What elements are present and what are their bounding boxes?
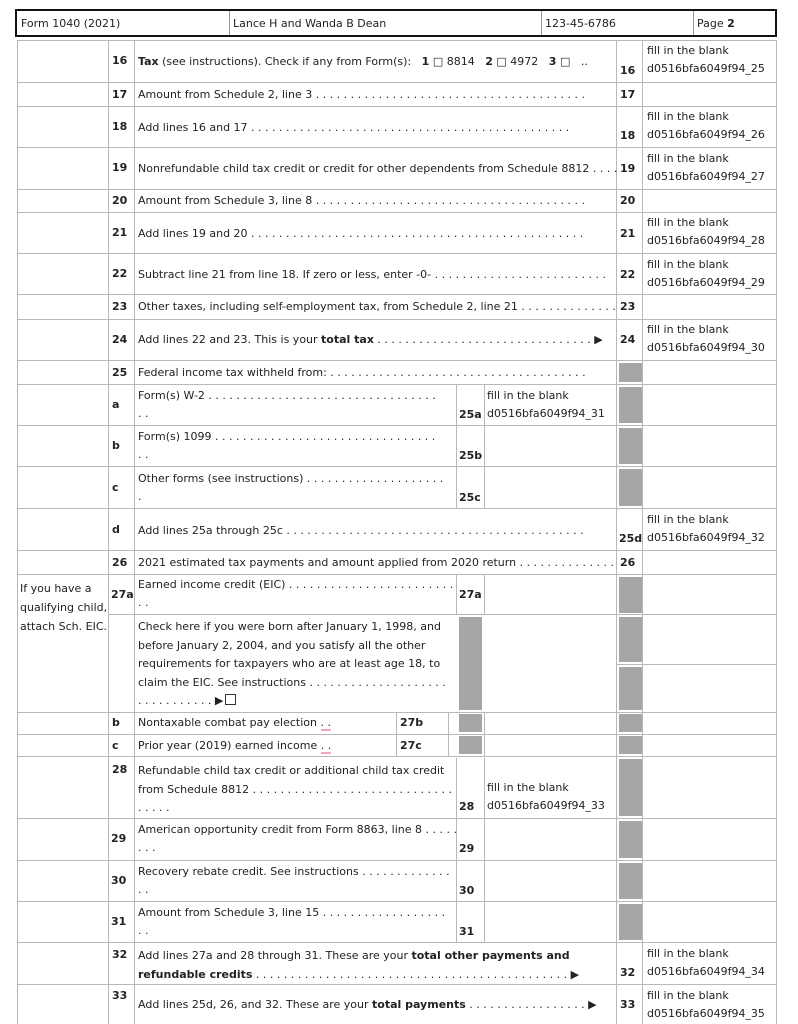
box-label: 27a — [459, 588, 482, 601]
line-text: Earned income credit (EIC) . . . . . . . . . . . . . . . . . . . . . . . . — [138, 578, 454, 591]
line-num: 26 — [112, 556, 128, 569]
line-text: Subtract line 21 from line 18. If zero or less, enter -0- . . . . . . . . . . . . . . . . . . . . . . . . . — [138, 268, 606, 281]
box-label: 25d — [619, 532, 643, 545]
line-num: 21 — [112, 226, 128, 239]
line-text: Add lines 27a and 28 through 31. These are your total other payments and refundable credits . . . . . . . . . . . . . . . . . . . . . . . . . . . . . . . . . . . . . . . . . . . . . ▶ — [138, 949, 580, 981]
box-label: 20 — [620, 194, 636, 207]
line-text: Add lines 25a through 25c . . . . . . . . . . . . . . . . . . . . . . . . . . . . . . . . . . . . . . . . . . . — [138, 524, 584, 537]
line-text: Nonrefundable child tax credit or credit for other dependents from Schedule 8812 . . . . — [138, 162, 618, 175]
form-8814-checkbox[interactable]: □ — [432, 55, 444, 68]
amount-field[interactable]: fill in the blank d0516bfa6049f94_29 — [647, 258, 765, 289]
amount-field[interactable]: fill in the blank d0516bfa6049f94_34 — [647, 947, 765, 978]
line-num: 25 — [112, 366, 128, 379]
line-text-cont: . . — [138, 407, 149, 420]
box-label: 24 — [620, 333, 636, 346]
amount-field[interactable]: fill in the blank d0516bfa6049f94_27 — [647, 152, 765, 183]
line-num: 19 — [112, 161, 128, 174]
box-label: 16 — [620, 64, 636, 77]
line-text: 2021 estimated tax payments and amount applied from 2020 return . . . . . . . . . . . . . . — [138, 556, 614, 569]
box-label: 23 — [620, 300, 636, 313]
box-label: 21 — [620, 227, 636, 240]
line-text-cont: . . — [138, 883, 149, 896]
line-num: 17 — [112, 88, 128, 101]
eic-age-checkbox[interactable] — [225, 694, 236, 705]
form-other-checkbox[interactable]: □ — [559, 55, 571, 68]
line-text-cont: . — [138, 490, 142, 503]
line-num: c — [112, 739, 119, 752]
line-text: Other forms (see instructions) . . . . . . . . . . . . . . . . . . . . — [138, 472, 444, 485]
box-label: 32 — [620, 966, 636, 979]
line-num: 32 — [112, 948, 128, 961]
taxpayer-names: Lance H and Wanda B Dean — [233, 17, 387, 30]
amount-field[interactable] — [487, 821, 613, 857]
line-num: 22 — [112, 267, 128, 280]
line-num: 20 — [112, 194, 128, 207]
box-label: 27b — [400, 716, 424, 729]
box-label: 22 — [620, 268, 636, 281]
taxpayer-ssn: 123-45-6786 — [545, 17, 616, 30]
box-label: 26 — [620, 556, 636, 569]
line-num: a — [112, 398, 120, 411]
box-label: 30 — [459, 884, 475, 897]
box-label: 29 — [459, 842, 475, 855]
line-text: Prior year (2019) earned income . . — [138, 739, 332, 752]
line-num: 31 — [111, 915, 127, 928]
line-text: Add lines 25d, 26, and 32. These are your total payments . . . . . . . . . . . . . . . . . ▶ — [138, 998, 597, 1011]
box-label: 25b — [459, 449, 483, 462]
amount-field[interactable] — [487, 430, 613, 464]
line-num: 29 — [111, 832, 127, 845]
box-label: 28 — [459, 800, 475, 813]
amount-field[interactable]: fill in the blank d0516bfa6049f94_33 — [487, 781, 605, 812]
amount-field[interactable]: fill in the blank d0516bfa6049f94_28 — [647, 216, 765, 247]
form-title: Form 1040 (2021) — [21, 17, 121, 30]
line-num: d — [112, 523, 120, 536]
line-num: c — [112, 481, 119, 494]
box-label: 17 — [620, 88, 636, 101]
eic-side-note: If you have a qualifying child, attach Sch. EIC. — [20, 582, 108, 633]
box-label: 31 — [459, 925, 475, 938]
amount-field[interactable]: fill in the blank d0516bfa6049f94_32 — [647, 513, 765, 544]
form-4972-checkbox[interactable]: □ — [496, 55, 507, 68]
line-text-cont: . . . — [138, 841, 156, 854]
line-text: Form(s) W-2 . . . . . . . . . . . . . . . . . . . . . . . . . . . . . . . . . — [138, 389, 436, 402]
box-label: 19 — [620, 162, 636, 175]
line-text: Other taxes, including self-employment tax, from Schedule 2, line 21 . . . . . . . . . . . . . . — [138, 300, 616, 313]
line-num: 30 — [111, 874, 127, 887]
line-num: 24 — [112, 333, 128, 346]
line-text: American opportunity credit from Form 8863, line 8 . . . . . — [138, 823, 457, 836]
amount-field[interactable]: fill in the blank d0516bfa6049f94_30 — [647, 323, 765, 354]
line-num: 28 — [112, 763, 128, 776]
line-text: Amount from Schedule 3, line 15 . . . . . . . . . . . . . . . . . . — [138, 906, 446, 919]
line-text: Add lines 16 and 17 . . . . . . . . . . . . . . . . . . . . . . . . . . . . . . . . . . . . . . . . . . . . . . — [138, 121, 570, 134]
eic-age-checkbox-block: Check here if you were born after January 1, 1998, and before January 2, 2004, and you satisfy all the other requirements for taxpayers who are at least age 18, to claim the EIC. See instructions . . . . . . . . . . . . . . . . . . . . . . . . . . . . . . . ▶ — [138, 620, 446, 707]
line-text-cont: . . — [138, 448, 149, 461]
line-text: Add lines 19 and 20 . . . . . . . . . . . . . . . . . . . . . . . . . . . . . . . . . . . . . . . . . . . . . . . . — [138, 227, 584, 240]
amount-field[interactable] — [424, 714, 446, 732]
line-num: 23 — [112, 300, 128, 313]
line-text: Tax (see instructions). Check if any from Form(s): 1 □ 8814 2 □ 4972 3 □ .. — [138, 55, 588, 68]
line-text: Add lines 22 and 23. This is your total tax . . . . . . . . . . . . . . . . . . . . . . . . . . . . . . . ▶ — [138, 333, 603, 346]
line-text: Amount from Schedule 2, line 3 . . . . . . . . . . . . . . . . . . . . . . . . . . . . . . . . . . . . . . . — [138, 88, 585, 101]
amount-field[interactable] — [487, 863, 613, 899]
amount-field[interactable]: fill in the blank d0516bfa6049f94_26 — [647, 110, 765, 141]
line-text: Recovery rebate credit. See instructions . . . . . . . . . . . . . — [138, 865, 450, 878]
line-num: 33 — [112, 989, 128, 1002]
line-text: Amount from Schedule 3, line 8 . . . . . . . . . . . . . . . . . . . . . . . . . . . . . . . . . . . . . . . — [138, 194, 585, 207]
amount-field[interactable]: fill in the blank d0516bfa6049f94_31 — [487, 389, 605, 420]
box-label: 27c — [400, 739, 422, 752]
line-text: Form(s) 1099 . . . . . . . . . . . . . . . . . . . . . . . . . . . . . . . . — [138, 430, 436, 443]
line-text: Federal income tax withheld from: . . . . . . . . . . . . . . . . . . . . . . . . . . . . . . . . . . . . . — [138, 366, 586, 379]
amount-field[interactable] — [487, 577, 613, 611]
amount-field[interactable] — [424, 736, 446, 754]
page-number: 2 — [727, 17, 735, 30]
line-text-cont: . . — [138, 596, 149, 609]
line-num: b — [112, 439, 120, 452]
line-num: 18 — [112, 120, 128, 133]
line-num: 16 — [112, 54, 128, 67]
line-num: 27a — [111, 588, 134, 601]
box-label: 33 — [620, 998, 636, 1011]
amount-field[interactable] — [487, 471, 613, 505]
line-text: Refundable child tax credit or additional child tax credit from Schedule 8812 . . . . . . . . . . . . . . . . . . . . . . . . . . . . . . . . . . — [138, 764, 452, 814]
amount-field[interactable]: fill in the blank d0516bfa6049f94_35 — [647, 989, 765, 1020]
page-label: Page 2 — [697, 17, 735, 30]
box-label: 25a — [459, 408, 482, 421]
box-label: 25c — [459, 491, 481, 504]
box-label: 18 — [620, 129, 636, 142]
line-text-cont: . . — [138, 924, 149, 937]
line-num: b — [112, 716, 120, 729]
amount-field[interactable] — [487, 904, 613, 940]
amount-field[interactable]: fill in the blank d0516bfa6049f94_25 — [647, 44, 765, 75]
line-text: Nontaxable combat pay election . . — [138, 716, 332, 729]
form-header — [15, 9, 777, 37]
